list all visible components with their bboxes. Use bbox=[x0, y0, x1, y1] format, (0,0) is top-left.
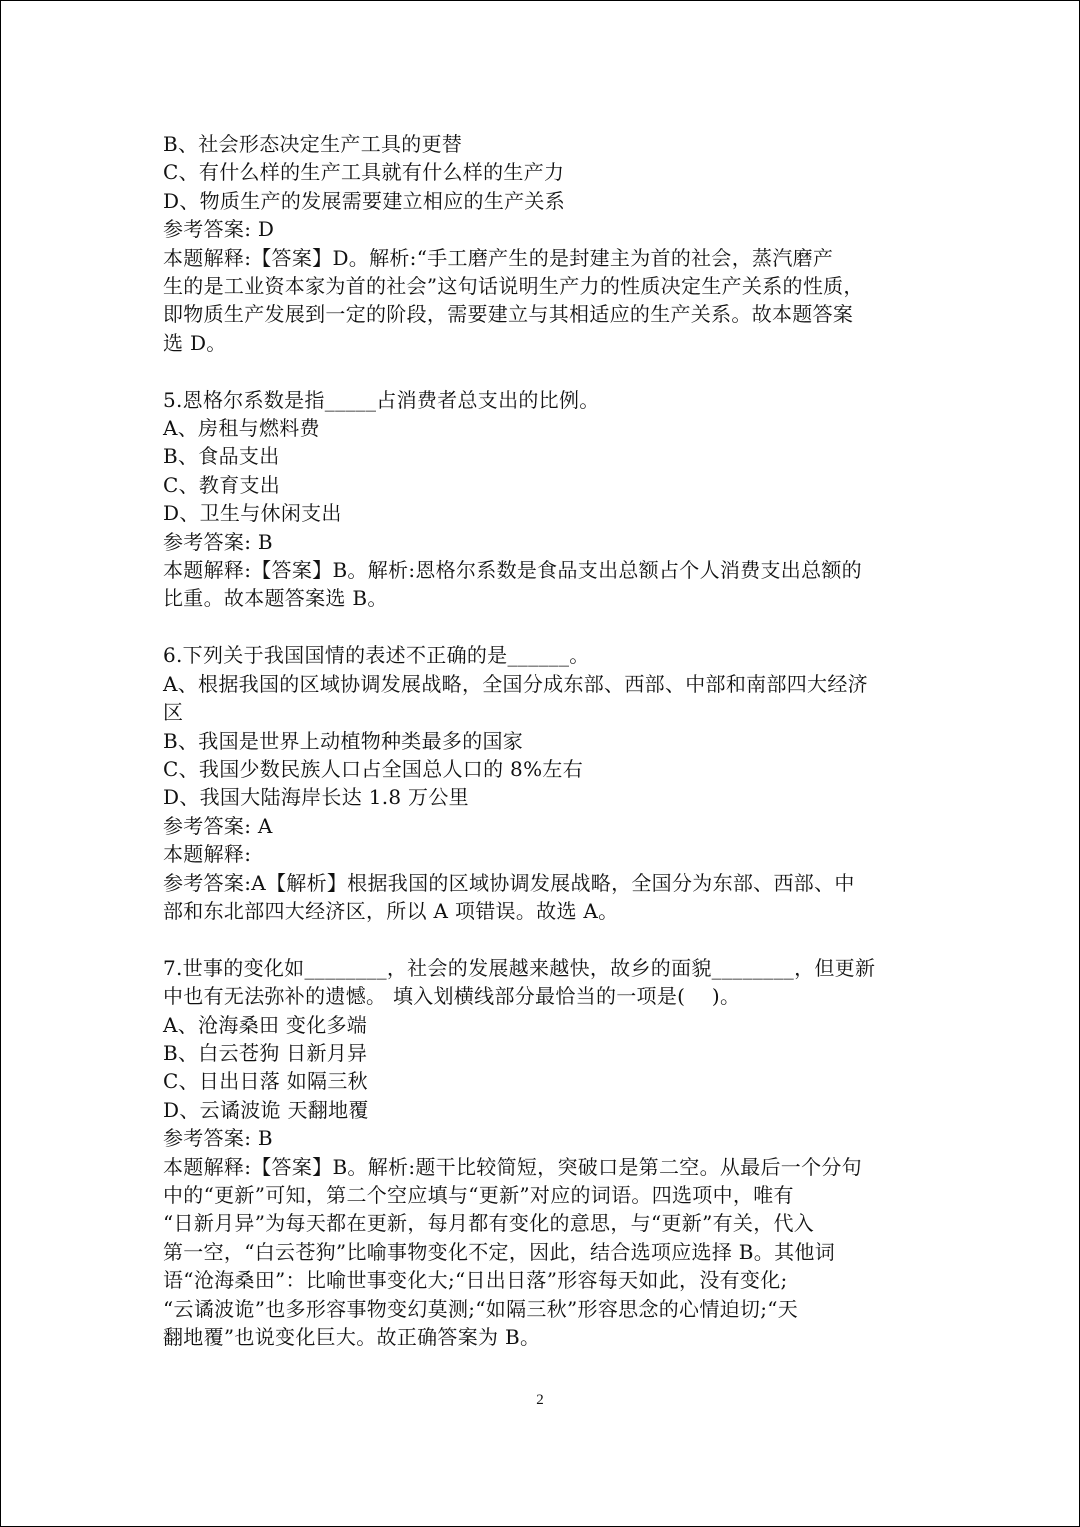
option-c: C、我国少数民族人口占全国总人口的 8%左右 bbox=[163, 756, 583, 781]
option-d: D、物质生产的发展需要建立相应的生产关系 bbox=[163, 188, 566, 213]
option-d: D、我国大陆海岸长达 1.8 万公里 bbox=[163, 785, 469, 810]
explanation-line: “云谲波诡”也多形容事物变幻莫测;“如隔三秋”形容思念的心情迫切;“天 bbox=[163, 1296, 799, 1321]
reference-answer: 参考答案: A bbox=[163, 813, 273, 838]
option-a: A、根据我国的区域协调发展战略，全国分成东部、西部、中部和南部四大经济 bbox=[163, 671, 868, 696]
option-b: B、我国是世界上动植物种类最多的国家 bbox=[163, 728, 524, 753]
explanation-line: 部和东北部四大经济区，所以 A 项错误。故选 A。 bbox=[163, 898, 619, 923]
spacer bbox=[163, 925, 923, 953]
explanation-label: 本题解释: bbox=[163, 842, 252, 867]
question-4-block bbox=[163, 130, 923, 357]
question-6-block bbox=[163, 641, 923, 925]
question-stem: 7.世事的变化如________，社会的发展越来越快，故乡的面貌________，但更新 bbox=[163, 955, 876, 980]
explanation-line: 本题解释:【答案】D。解析:“手工磨产生的是封建主为首的社会，蒸汽磨产 bbox=[163, 245, 834, 270]
option-b: B、白云苍狗 日新月异 bbox=[163, 1040, 368, 1065]
reference-answer: 参考答案: B bbox=[163, 529, 273, 554]
option-d: D、云谲波诡 天翻地覆 bbox=[163, 1097, 369, 1122]
question-7-block bbox=[163, 954, 923, 1352]
option-c: C、有什么样的生产工具就有什么样的生产力 bbox=[163, 160, 565, 185]
question-stem-continued: 中也有无法弥补的遗憾。 填入划横线部分最恰当的一项是( )。 bbox=[163, 984, 741, 1009]
explanation-line: “日新月异”为每天都在更新，每月都有变化的意思，与“更新”有关，代入 bbox=[163, 1211, 815, 1236]
explanation-line: 语“沧海桑田”：比喻世事变化大;“日出日落”形容每天如此，没有变化; bbox=[163, 1268, 788, 1293]
option-c: C、教育支出 bbox=[163, 472, 281, 497]
question-stem: 6.下列关于我国国情的表述不正确的是______。 bbox=[163, 643, 590, 668]
page-number: 2 bbox=[536, 1392, 544, 1408]
explanation-line: 本题解释:【答案】B。解析:题干比较简短，突破口是第二空。从最后一个分句 bbox=[163, 1154, 862, 1179]
explanation-line: 第一空，“白云苍狗”比喻事物变化不定，因此，结合选项应选择 B。其他词 bbox=[163, 1239, 836, 1264]
option-b: B、食品支出 bbox=[163, 444, 280, 469]
option-a: A、沧海桑田 变化多端 bbox=[163, 1012, 368, 1037]
option-a-continued: 区 bbox=[163, 700, 184, 725]
question-5-block bbox=[163, 386, 923, 613]
explanation-line: 翻地覆”也说变化巨大。故正确答案为 B。 bbox=[163, 1325, 541, 1350]
spacer bbox=[163, 357, 923, 385]
spacer bbox=[163, 613, 923, 641]
question-stem: 5.恩格尔系数是指_____占消费者总支出的比例。 bbox=[163, 387, 600, 412]
explanation-line: 参考答案:A【解析】根据我国的区域协调发展战略，全国分为东部、西部、中 bbox=[163, 870, 855, 895]
explanation-line: 即物质生产发展到一定的阶段，需要建立与其相适应的生产关系。故本题答案 bbox=[163, 302, 854, 327]
explanation-line: 本题解释:【答案】B。解析:恩格尔系数是食品支出总额占个人消费支出总额的 bbox=[163, 558, 862, 583]
explanation-line: 比重。故本题答案选 B。 bbox=[163, 586, 388, 611]
option-a: A、房租与燃料费 bbox=[163, 416, 320, 441]
option-b: B、社会形态决定生产工具的更替 bbox=[163, 132, 463, 156]
document-body bbox=[163, 130, 923, 1351]
option-d: D、卫生与休闲支出 bbox=[163, 501, 342, 526]
reference-answer: 参考答案: B bbox=[163, 1126, 273, 1151]
explanation-line: 生的是工业资本家为首的社会”这句话说明生产力的性质决定生产关系的性质， bbox=[163, 274, 864, 299]
explanation-line: 选 D。 bbox=[163, 330, 227, 355]
reference-answer: 参考答案: D bbox=[163, 217, 275, 242]
explanation-line: 中的“更新”可知，第二个空应填与“更新”对应的词语。四选项中，唯有 bbox=[163, 1182, 794, 1207]
option-c: C、日出日落 如隔三秋 bbox=[163, 1069, 368, 1094]
